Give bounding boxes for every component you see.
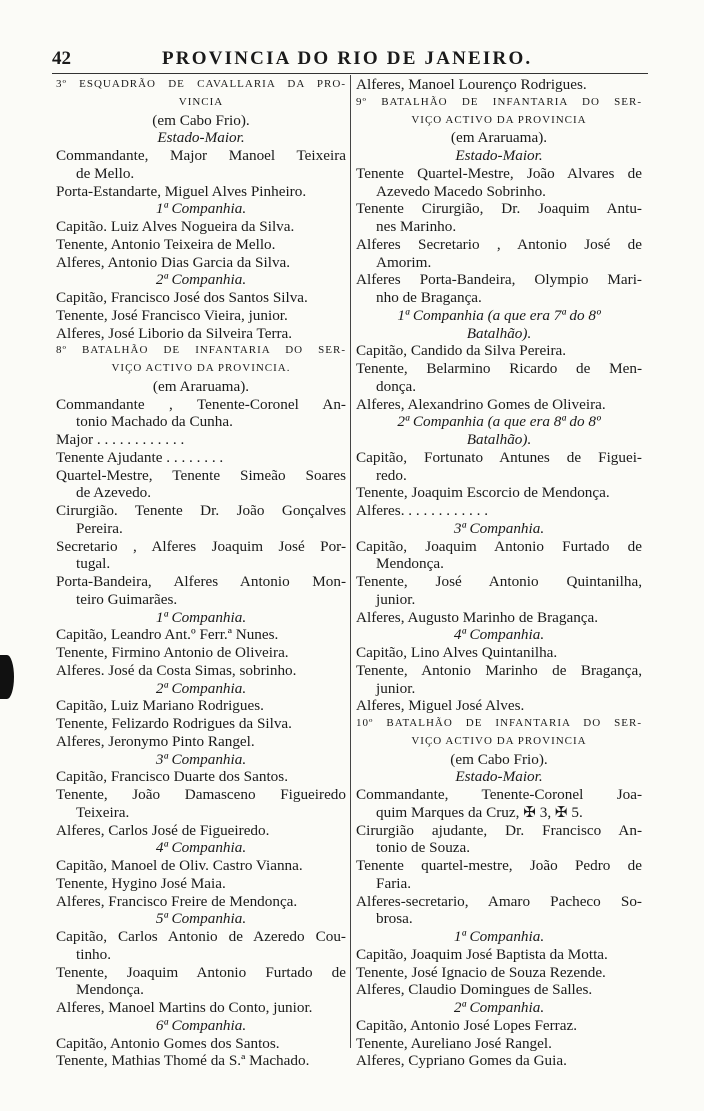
text-line: 5ª Companhia.: [155, 910, 247, 928]
page-header: [52, 48, 648, 72]
text-line: nho de Bragança.: [376, 289, 482, 306]
text-line: de Azevedo.: [76, 484, 152, 502]
header-rule: [52, 73, 648, 74]
text-line: Alferes Porta-Bandeira, Olympio Mari-: [356, 271, 642, 289]
text-line: Tenente Ajudante . . . . . . . .: [56, 448, 224, 466]
text-line: Amorim.: [376, 253, 432, 271]
text-line: brosa.: [376, 910, 413, 928]
text-line: Alferes, Cypriano Gomes da Guia.: [356, 1052, 567, 1070]
text-line: Alferes, Antonio Dias Garcia da Silva.: [56, 253, 291, 271]
text-line: Capitão, Francisco José dos Santos Silva.: [56, 289, 308, 306]
margin-ink-blot: [0, 655, 14, 699]
text-line: 8º BATALHÃO DE INFANTARIA DO SER-: [56, 344, 346, 357]
text-line: Tenente Quartel-Mestre, João Alvares de: [356, 164, 642, 182]
text-line: 1ª Companhia.: [155, 200, 247, 218]
text-line: teiro Guimarães.: [76, 590, 178, 608]
text-line: tonio Machado da Cunha.: [76, 413, 233, 431]
text-line: nes Marinho.: [376, 218, 457, 235]
text-line: Tenente, Firmino Antonio de Oliveira.: [56, 644, 289, 661]
right-column: [356, 76, 642, 1070]
text-line: (em Cabo Frio).: [152, 111, 250, 129]
text-line: 10º BATALHÃO DE INFANTARIA DO SER-: [356, 717, 642, 729]
text-line: Capitão. Luiz Alves Nogueira da Silva.: [56, 218, 295, 235]
text-line: VIÇO ACTIVO DA PROVINCIA: [411, 113, 587, 126]
text-line: Alferes-secretario, Amaro Pacheco So-: [356, 892, 642, 910]
text-line: VIÇO ACTIVO DA PROVINCIA: [411, 734, 587, 747]
text-line: Capitão, Carlos Antonio de Azeredo Cou-: [56, 928, 346, 945]
text-line: Azevedo Macedo Sobrinho.: [376, 182, 546, 200]
text-line: 4ª Companhia.: [453, 626, 545, 644]
text-line: 9º BATALHÃO DE INFANTARIA DO SER-: [356, 95, 642, 108]
text-line: junior.: [376, 679, 416, 697]
text-line: Estado-Maior.: [455, 768, 543, 786]
text-line: Tenente, Felizardo Rodrigues da Silva.: [56, 715, 292, 732]
text-line: Capitão, Candido da Silva Pereira.: [356, 342, 567, 360]
text-line: Tenente, João Damasceno Figueiredo: [56, 786, 346, 803]
text-line: 3ª Companhia.: [155, 750, 247, 768]
text-line: Tenente, Hygino José Maia.: [56, 874, 226, 892]
text-line: Alferes, Francisco Freire de Mendonça.: [56, 892, 298, 910]
text-line: Commandante , Tenente-Coronel An-: [56, 395, 346, 413]
text-line: Faria.: [376, 874, 412, 892]
text-line: Tenente Cirurgião, Dr. Joaquim Antu-: [356, 200, 642, 218]
text-line: 4ª Companhia.: [155, 839, 247, 857]
text-line: 6ª Companhia.: [155, 1016, 247, 1034]
text-line: Tenente, Aureliano José Rangel.: [356, 1034, 552, 1052]
text-line: quim Marques da Cruz, ✠ 3, ✠ 5.: [376, 803, 583, 821]
text-line: 2ª Companhia.: [155, 271, 247, 289]
text-line: Capitão, Joaquim José Baptista da Motta.: [356, 945, 608, 963]
text-line: Tenente, José Antonio Quintanilha,: [356, 573, 642, 590]
text-line: VINCIA: [178, 95, 224, 108]
text-line: Tenente, José Ignacio de Souza Rezende.: [356, 963, 606, 981]
text-line: Alferes, Claudio Domingues de Salles.: [356, 981, 593, 999]
text-line: Batalhão).: [466, 431, 532, 448]
text-line: Alferes, Miguel José Alves.: [356, 697, 525, 715]
text-line: (em Araruama).: [450, 129, 548, 147]
text-line: donça.: [376, 377, 417, 395]
text-line: Porta-Estandarte, Miguel Alves Pinheiro.: [56, 182, 307, 200]
text-line: Tenente quartel-mestre, João Pedro de: [356, 857, 642, 874]
text-line: VIÇO ACTIVO DA PROVINCIA.: [111, 362, 291, 374]
text-line: Mendonça.: [76, 981, 144, 999]
text-line: Mendonça.: [376, 555, 444, 573]
column-divider: [350, 75, 351, 1048]
text-line: Tenente, Joaquim Antonio Furtado de: [56, 963, 346, 981]
text-line: Quartel-Mestre, Tenente Simeão Soares: [56, 466, 346, 484]
text-line: Alferes, Alexandrino Gomes de Oliveira.: [356, 395, 606, 413]
text-line: Alferes. . . . . . . . . . . .: [356, 502, 489, 519]
text-line: 1ª Companhia.: [453, 928, 545, 945]
text-line: Batalhão).: [466, 324, 532, 342]
running-title: PROVINCIA DO RIO DE JANEIRO.: [162, 48, 533, 69]
text-line: 1ª Companhia (a que era 7ª do 8º: [397, 306, 601, 324]
left-column: [56, 76, 346, 1070]
text-line: Capitão, Antonio Gomes dos Santos.: [56, 1034, 280, 1052]
text-line: Pereira.: [76, 519, 123, 537]
text-line: 2ª Companhia (a que era 8ª do 8º: [397, 413, 601, 431]
text-line: Tenente, Belarmino Ricardo de Men-: [356, 360, 642, 377]
text-line: Capitão, Joaquim Antonio Furtado de: [356, 537, 642, 555]
text-line: Tenente, Joaquim Escorcio de Mendonça.: [356, 484, 610, 502]
text-line: Capitão, Leandro Ant.º Ferr.ª Nunes.: [56, 626, 279, 644]
text-line: Capitão, Antonio José Lopes Ferraz.: [356, 1016, 578, 1034]
text-line: 1ª Companhia.: [155, 608, 247, 626]
text-line: Estado-Maior.: [455, 147, 543, 164]
text-line: Tenente, Mathias Thomé da S.ª Machado.: [56, 1052, 310, 1070]
text-line: tinho.: [76, 945, 112, 963]
text-line: redo.: [376, 466, 407, 484]
text-line: Porta-Bandeira, Alferes Antonio Mon-: [56, 573, 346, 590]
text-line: Tenente, José Francisco Vieira, junior.: [56, 306, 288, 324]
text-line: tonio de Souza.: [376, 839, 471, 857]
text-line: 2ª Companhia.: [453, 999, 545, 1016]
text-line: Capitão, Francisco Duarte dos Santos.: [56, 768, 288, 786]
text-line: Cirurgião. Tenente Dr. João Gonçalves: [56, 502, 346, 519]
text-line: Alferes, Augusto Marinho de Bragança.: [356, 608, 599, 626]
text-line: Alferes, Manoel Martins do Conto, junior.: [56, 999, 313, 1016]
text-line: Alferes, Carlos José de Figueiredo.: [56, 821, 270, 839]
text-line: 3ª Companhia.: [453, 519, 545, 537]
text-line: tugal.: [76, 555, 111, 573]
text-line: Capitão, Fortunato Antunes de Figuei-: [356, 448, 642, 466]
text-line: Cirurgião ajudante, Dr. Francisco An-: [356, 821, 642, 839]
text-line: Major . . . . . . . . . . . .: [56, 431, 185, 448]
text-line: Capitão, Lino Alves Quintanilha.: [356, 644, 558, 661]
text-line: Capitão, Manoel de Oliv. Castro Vianna.: [56, 857, 303, 874]
text-line: Tenente, Antonio Marinho de Bragança,: [356, 661, 642, 679]
text-line: 3º ESQUADRÃO DE CAVALLARIA DA PRO-: [56, 78, 346, 90]
text-line: Alferes, Jeronymo Pinto Rangel.: [56, 732, 255, 750]
text-line: Commandante, Major Manoel Teixeira: [56, 147, 346, 164]
text-line: Alferes. José da Costa Simas, sobrinho.: [56, 661, 297, 679]
text-line: Alferes, Manoel Lourenço Rodrigues.: [356, 76, 587, 93]
text-line: Commandante, Tenente-Coronel Joa-: [356, 786, 642, 803]
text-line: junior.: [376, 590, 416, 608]
text-line: Secretario , Alferes Joaquim José Por-: [56, 537, 346, 555]
text-line: 2ª Companhia.: [155, 679, 247, 697]
text-line: Alferes, José Liborio da Silveira Terra.: [56, 324, 293, 342]
text-line: Estado-Maior.: [157, 129, 245, 147]
page-number: 42: [52, 48, 71, 69]
text-line: (em Cabo Frio).: [450, 750, 548, 768]
text-line: (em Araruama).: [152, 377, 250, 395]
text-line: Tenente, Antonio Teixeira de Mello.: [56, 235, 276, 253]
text-line: Capitão, Luiz Mariano Rodrigues.: [56, 697, 264, 715]
text-line: Teixeira.: [76, 803, 130, 821]
text-line: Alferes Secretario , Antonio José de: [356, 235, 642, 253]
text-line: de Mello.: [76, 164, 135, 182]
